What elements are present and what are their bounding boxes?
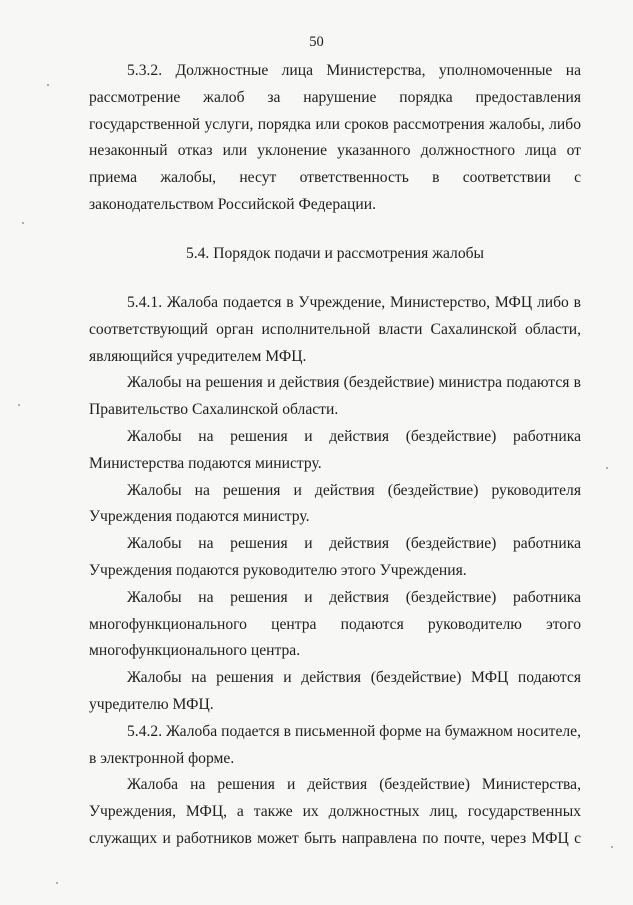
paragraph-mfc-employee-complaints: Жалобы на решения и действия (бездействие) работника многофункционального центра подаются руководителю этого многофункционального центра. <box>89 588 581 660</box>
paragraph-5-4-1: 5.4.1. Жалоба подается в Учреждение, Министерство, МФЦ либо в соответствующий орган исполнительной власти Сахалинской области, являющийся учредителем МФЦ. <box>89 294 581 365</box>
paragraph-5-4-2: 5.4.2. Жалоба подается в письменной форме на бумажном носителе, в электронной форме. <box>89 722 581 767</box>
paragraph-institution-head-complaints: Жалобы на решения и действия (бездействие) руководителя Учреждения подаются министру. <box>89 481 581 526</box>
section-heading-5-4: 5.4. Порядок подачи и рассмотрения жалобы <box>185 245 485 262</box>
scan-speck <box>47 84 49 86</box>
scan-speck <box>606 467 608 469</box>
paragraph-minister-complaints: Жалобы на решения и действия (бездействие) министра подаются в Правительство Сахалинской области. <box>89 374 581 419</box>
section-5-4-body <box>89 290 581 853</box>
paragraph-submission-channels: Жалоба на решения и действия (бездействие) Министерства, Учреждения, МФЦ, а также их должностных лиц, государственных служащих и работников может быть направлена по почте, через МФЦ с <box>89 776 581 847</box>
clause-5-3-2 <box>89 58 581 219</box>
scan-speck <box>22 222 24 224</box>
paragraph-ministry-employee-complaints: Жалобы на решения и действия (бездействие) работника Министерства подаются министру. <box>89 427 581 472</box>
page-number: 50 <box>309 34 324 50</box>
scan-speck <box>56 882 58 884</box>
paragraph-5-3-2: 5.3.2. Должностные лица Министерства, уполномоченные на рассмотрение жалоб за нарушение порядка предоставления государственной услуги, порядка или сроков рассмотрения жалобы, либо незаконный отказ или уклонение указанного должностного лица от приема жалобы, несут ответственность в соответствии с законодательством Российской Федерации. <box>89 62 581 213</box>
paragraph-mfc-complaints: Жалобы на решения и действия (бездействие) МФЦ подаются учредителю МФЦ. <box>89 669 581 713</box>
scan-speck <box>611 846 613 848</box>
paragraph-institution-employee-complaints: Жалобы на решения и действия (бездействие) работника Учреждения подаются руководителю этого Учреждения. <box>89 535 581 579</box>
scan-speck <box>18 404 20 406</box>
